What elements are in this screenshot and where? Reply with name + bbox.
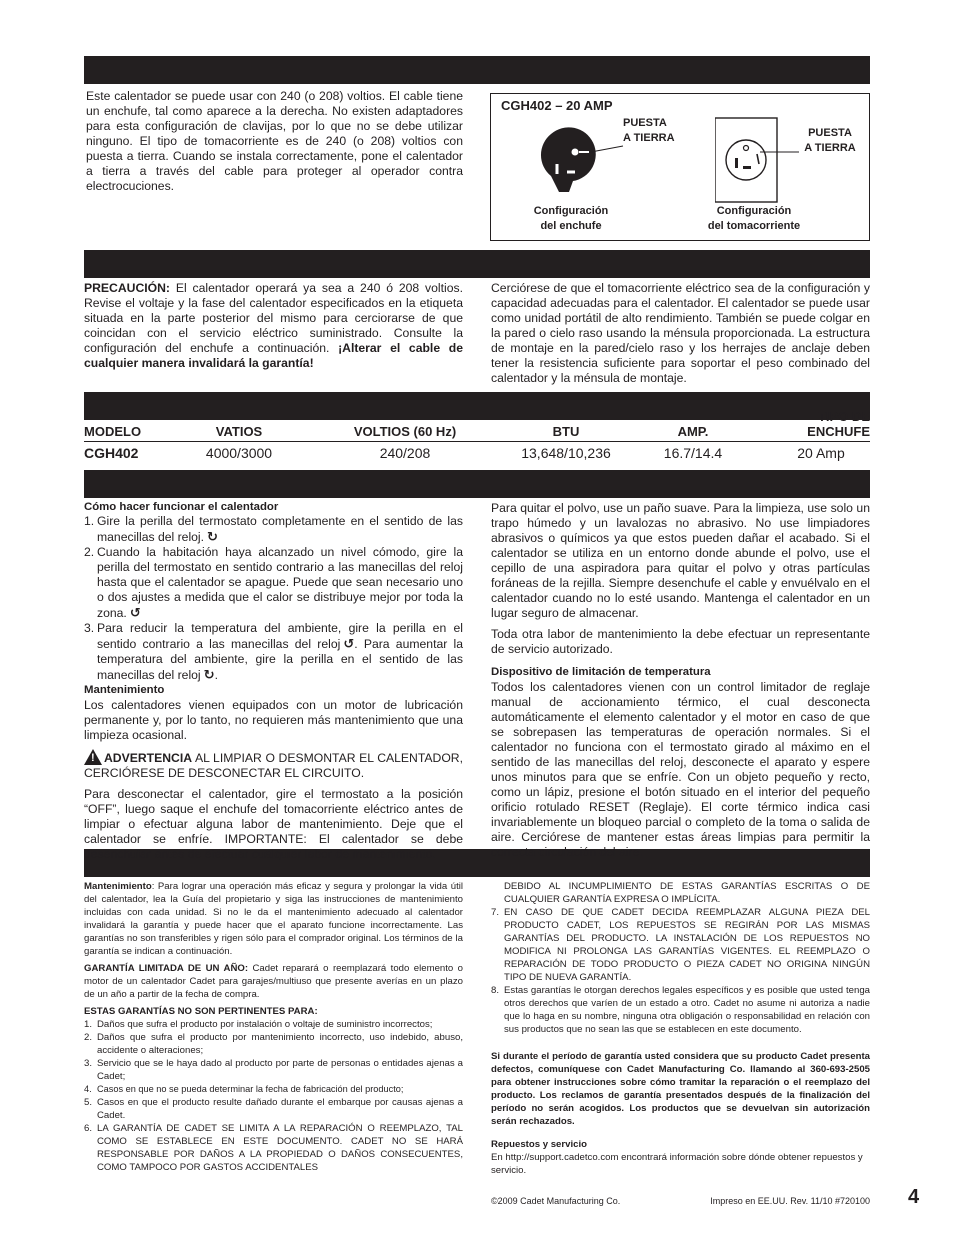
warning-text: AL LIMPIAR O DESMONTAR EL CALENTADOR, CERCIÓRESE DE DESCONECTAR EL CIRCUITO.	[84, 751, 463, 780]
spec-btu-value: 13,648/10,236	[521, 445, 611, 461]
figure-title: CGH402 – 20 AMP	[501, 98, 613, 113]
outlet-ground-line-2: A TIERRA	[804, 142, 856, 154]
spec-amp-value: 16.7/14.4	[663, 445, 723, 461]
maintenance-text: Los calentadores vienen equipados con un motor de lubricación permanente y, por lo tanto, no requieren más mantenimiento que una limpieza ocasional.	[84, 698, 463, 742]
spec-header-model: MODELO	[84, 424, 142, 439]
outlet-caption	[691, 204, 817, 234]
counterclockwise-arrow-icon: ↺	[343, 636, 355, 651]
counterclockwise-arrow-icon: ↺	[129, 605, 141, 620]
exclusion-item-5-text: Casos en que el producto resulte dañado durante el embarque por causas ajenas a Cadet.	[97, 1097, 463, 1121]
exclusions-list	[84, 1018, 463, 1174]
operation-step-1: 1. Gire la perilla del termostato completamente en el sentido de las manecillas del reloj. ↻	[84, 514, 463, 544]
exclusion-item: 1. Daños que sufra el producto por instalación o voltaje de suministro incorrectos;	[84, 1019, 433, 1030]
warning-paragraph	[84, 749, 463, 781]
precaution-body: El calentador operará ya sea a 240 ó 208 voltios. Revise el voltaje y la fase del calentador especificados en la etiqueta situada en la parte posterior del mismo para cerciorarse de que coincidan con el servicio eléctrico suministrado. Consulte la configuración del enchufe a continuación.	[84, 281, 463, 355]
page-number: 4	[908, 1186, 920, 1208]
operation-step-1-text: Gire la perilla del termostato completamente en el sentido de las manecillas del reloj.	[97, 514, 463, 544]
exclusions-heading: ESTAS GARANTÍAS NO SON PERTINENTES PARA:	[84, 1006, 318, 1017]
operation-steps	[84, 514, 463, 683]
maintenance-heading: Mantenimiento	[84, 684, 165, 696]
clockwise-arrow-icon: ↻	[203, 667, 215, 682]
exclusion-item-6-text: LA GARANTÍA DE CADET SE LIMITA A LA REPARACIÓN O REEMPLAZO, TAL COMO SE ESTABLECE EN ESTE DOCUMENTO. CADET NO SE HARÁ RESPONSABLE POR DAÑOS A LA PROPIEDAD O DAÑOS CONSECUENTES, COMO TAMPOCO POR GASTOS ACCIDENTALES	[97, 1123, 463, 1173]
printed-info: Impreso en EE.UU. Rev. 11/10 #720100	[710, 1196, 870, 1206]
section-band-operation	[84, 470, 870, 498]
plug-caption-line-2: del enchufe	[540, 220, 602, 232]
exclusion-item: 6. LA GARANTÍA DE CADET SE LIMITA A LA REPARACIÓN O REEMPLAZO, TAL COMO SE ESTABLECE EN ESTE DOCUMENTO. CADET NO SE HARÁ RESPONSABLE POR DAÑOS A LA PROPIEDAD O DAÑOS CONSECUENTES, COMO TAMPOCO POR GASTOS ACCIDENTALES	[84, 1123, 463, 1173]
precaution-label: PRECAUCIÓN:	[84, 281, 170, 295]
spec-header-amp: AMP.	[677, 424, 709, 439]
plug-caption-line-1: Configuración	[533, 205, 609, 217]
outlet-caption-line-1: Configuración	[716, 205, 792, 217]
exclusions-list-continued	[491, 880, 870, 1036]
exclusion-item	[491, 880, 870, 906]
warranty-left-column	[84, 880, 463, 1174]
limited-warranty-paragraph	[84, 962, 463, 1001]
spec-header-row	[84, 409, 870, 442]
spec-volts-value: 240/208	[379, 445, 431, 461]
operation-heading: Cómo hacer funcionar el calentador	[84, 501, 279, 513]
exclusion-item-6-continued-text: DEBIDO AL INCUMPLIMIENTO DE ESTAS GARANTÍAS ESCRITAS O DE CUALQUIER GARANTÍA EXPRESA O IMPLÍCITA.	[504, 881, 870, 905]
operation-right-column	[491, 501, 870, 866]
warning-triangle-icon	[84, 749, 102, 765]
precaution-warning: ¡Alterar el cable de cualquier manera invalidará la garantía!	[84, 341, 463, 370]
limited-warranty-text: Cadet reparará o reemplazará todo elemento o motor de un calentador Cadet para garajes/multiuso que presente averías en un plazo de un año a partir de la fecha de compra.	[84, 963, 463, 1000]
operation-step-3b-text: . Para aumentar la temperatura del ambiente, gire la perilla en el sentido de las manecillas del reloj	[97, 637, 464, 682]
exclusion-item-7-text: EN CASO DE QUE CADET DECIDA REEMPLAZAR ALGUNA PIEZA DEL PRODUCTO CADET, LOS REPUESTOS SE REGIRÁN POR LAS MISMAS GARANTÍAS DEL PRODUCTO. LA INSTALACIÓN DE LOS REPUESTOS NO MODIFICA NI PROLONGA LAS GARANTÍAS VIGENTES. EL REEMPLAZO O REPARACIÓN DE TODO PRODUCTO O PIEZA CADET NO ORIGINA NINGÚN TIPO DE NUEVA GARANTÍA.	[504, 907, 870, 983]
section-band-installation	[84, 250, 870, 278]
exclusion-item-3-text: Servicio que se le haya dado al producto por parte de personas o entidades ajenas a Cadet;	[97, 1058, 463, 1082]
copyright: ©2009 Cadet Manufacturing Co.	[491, 1196, 621, 1206]
spec-watts-value: 4000/3000	[205, 445, 273, 461]
exclusion-item-2-text: Daños que sufra el producto por mantenimiento incorrecto, uso indebido, abuso, accidente o alteraciones;	[97, 1032, 463, 1056]
operation-step-3: 3. Para reducir la temperatura del ambiente, gire la perilla en el sentido contrario a las manecillas del reloj ↺. Para aumentar la temperatura del ambiente, gire la perilla en el sentido de las manecillas del reloj ↻.	[84, 621, 464, 682]
warranty-maintenance-text: : Para lograr una operación más eficaz y segura y prolongar la vida útil del calentador, lea la Guía del propietario y siga las instrucciones de mantenimiento incluidas con cada unidad. Si no le da el mantenimiento adecuado al calentador invalidará la garantía y puede hacer que el aparato funcione incorrectamente. Las garantías no son transferibles y rigen sólo para el comprador original. Los términos de la garantía se indican a continuación.	[84, 881, 463, 957]
outlet-ground-line-1: PUESTA	[808, 127, 852, 139]
spec-header-volts: VOLTIOS (60 Hz)	[353, 424, 457, 439]
limited-warranty-label: GARANTÍA LIMITADA DE UN AÑO:	[84, 963, 249, 974]
section-band-plug	[84, 56, 870, 84]
outlet-ground-label	[795, 126, 865, 156]
operation-step-2-text: Cuando la habitación haya alcanzado un nivel cómodo, gire la perilla del termostato en sentido contrario a las manecillas del reloj hasta que el calentador se apague. Puede que sean necesario uno o dos ajustes a medida que el calor se distribuye mejor por toda la zona.	[97, 545, 463, 620]
operation-left-column	[84, 501, 463, 868]
exclusion-item: 3. Servicio que se le haya dado al producto por parte de personas o entidades ajenas a Cadet;	[84, 1058, 463, 1082]
spec-header-plug-type: TIPO DE ENCHUFE	[807, 409, 870, 439]
exclusion-item: 7. EN CASO DE QUE CADET DECIDA REEMPLAZAR ALGUNA PIEZA DEL PRODUCTO CADET, LOS REPUESTOS SE REGIRÁN POR LAS MISMAS GARANTÍAS DEL PRODUCTO. LA INSTALACIÓN DE LOS REPUESTOS NO MODIFICA NI PROLONGA LAS GARANTÍAS VIGENTES. EL REEMPLAZO O REPARACIÓN DE TODO PRODUCTO O PIEZA CADET NO ORIGINA NINGÚN TIPO DE NUEVA GARANTÍA.	[491, 907, 870, 983]
disconnect-text: Para desconectar el calentador, gire el termostato a la posición “OFF”, luego saque el enchufe del tomacorriente eléctrico antes de limpiar o efectuar alguna labor de mantenimiento. Deje que el calentador se enfríe. IMPORTANTE: El calentador se debe desenchufar antes de efectuar cualquier labor de mantenimiento.	[84, 787, 463, 861]
plug-description: Este calentador se puede usar con 240 (o 208) voltios. El cable tiene un enchufe, tal como aparece a la derecha. No existen adaptadores para esta configuración de clavijas, por lo que no se debe utilizar ninguno. El tipo de tomacorriente es de 240 (o 208) voltios con puesta a tierra. Cuando se instala correctamente, pone el calentador a tierra a través del cable para proteger al operador contra electrocuciones.	[86, 89, 463, 193]
exclusion-item: 4. Casos en que no se pueda determinar la fecha de fabricación del producto;	[84, 1084, 404, 1094]
warning-label: ADVERTENCIA	[104, 751, 193, 765]
warranty-maintenance-paragraph	[84, 880, 463, 958]
temperature-limit-heading: Dispositivo de limitación de temperatura	[491, 666, 711, 678]
plug-caption	[521, 204, 621, 234]
spec-data-row	[84, 442, 870, 464]
spec-plug-type-value: 20 Amp	[797, 445, 845, 461]
outlet-caption-line-2: del tomacorriente	[707, 220, 801, 232]
exclusion-item-1-text: Daños que sufra el producto por instalación o voltaje de suministro incorrectos;	[97, 1019, 433, 1030]
plug-ground-line-2: A TIERRA	[623, 132, 675, 144]
exclusion-item: 2. Daños que sufra el producto por mantenimiento incorrecto, uso indebido, abuso, accidente o alteraciones;	[84, 1032, 463, 1056]
spec-model-value: CGH402	[84, 445, 139, 461]
parts-heading: Repuestos y servicio	[491, 1139, 587, 1150]
warranty-contact-text: Si durante el período de garantía usted considera que su producto Cadet presenta defectos, comuníquese con Cadet Manufacturing Co. llamando al 360-693-2505 para obtener instrucciones sobre cómo tramitar la reparación o el reemplazo del producto. Los reclamos de garantía presentados después de la finalización del período no serán acogidos. Los productos que se devuelvan sin autorización serán rechazados.	[491, 1051, 870, 1127]
spec-header-watts: VATIOS	[215, 424, 263, 439]
spec-table	[84, 409, 870, 464]
precaution-text	[84, 281, 463, 371]
installation-text: Cerciórese de que el tomacorriente eléctrico sea de la configuración y capacidad adecuadas para el calentador. El calentador se puede usar como unidad portátil de alto rendimiento. También se puede colgar en la pared o cielo raso usando la ménsula proporcionada. La estructura de montaje en la pared/cielo raso y los herrajes de anclaje deben tener la resistencia suficiente para soportar el peso combinado del calentador y la ménsula de montaje.	[491, 281, 870, 385]
parts-text: En http://support.cadetco.com encontrará información sobre dónde obtener repuestos y servicio.	[491, 1152, 863, 1176]
temperature-limit-text: Todos los calentadores vienen con un control limitador de reglaje manual de accionamiento térmico, el cual desconecta automáticamente el elemento calentador y el motor en caso de que se sobrepasen las temperaturas de operación normales. Si el calentador no funciona con el termostato girado al máximo en el sentido de las manecillas del reloj, desconecte el aparato y espere unos minutos para que se enfríe. Con un objeto pequeño y recto, como un lápiz, presione el botón situado en el interior del pequeño orificio rotulado RESET (Reglaje). El corte térmico indica casi invariablemente un bloqueo parcial o completo de la toma o salida de aire. Cerciórese de mantener estas áreas limpias para permitir la correcta circulación del aire.	[491, 680, 870, 859]
exclusion-item: 8. Estas garantías le otorgan derechos legales específicos y es posible que usted tenga otros derechos que varíen de un estado a otro. Cadet no asume ni autoriza a nadie que lo haga en su nombre, ninguna otra obligación o responsabilidad en relación con sus productos que no sean las que se establecen en este documento.	[491, 985, 870, 1035]
plug-ground-line-1: PUESTA	[623, 117, 667, 129]
operation-step-3a-text: Para reducir la temperatura del ambiente, gire la perilla en el sentido contrario a las manecillas del reloj	[97, 621, 463, 651]
dusting-text: Para quitar el polvo, use un paño suave. Para la limpieza, use solo un trapo húmedo y un lavalozas no abrasivo. No use limpiadores abrasivos o químicos ya que estos pueden dañar el acabado. Si el calentador se utiliza en un entorno donde abunde el polvo, use el cepillo de una aspiradora para quitar el polvo y otras partículas foráneas de la rejilla. Siempre desenchufe el cable y envuélvalo en el calentador cuando no lo esté usando. Mantenga el calentador en un lugar seguro de almacenar.	[491, 501, 870, 620]
clockwise-arrow-icon: ↻	[207, 529, 218, 544]
spec-header-btu: BTU	[552, 424, 580, 439]
operation-step-2: 2. Cuando la habitación haya alcanzado un nivel cómodo, gire la perilla del termostato en sentido contrario a las manecillas del reloj hasta que el calentador se apague. Puede que sean necesario uno o dos ajustes a medida que el calor se distribuye mejor por toda la zona. ↺	[84, 545, 463, 620]
warranty-maintenance-label: Mantenimiento	[84, 881, 152, 892]
exclusion-item: 5. Casos en que el producto resulte dañado durante el embarque por causas ajenas a Cadet.	[84, 1097, 463, 1121]
exclusion-item-8-text: Estas garantías le otorgan derechos legales específicos y es posible que usted tenga otros derechos que varíen de un estado a otro. Cadet no asume ni autoriza a nadie que lo haga en su nombre, ninguna otra obligación o responsabilidad en relación con sus productos que no sean las que se establecen en este documento.	[504, 985, 870, 1035]
plug-ground-label	[623, 116, 675, 146]
warranty-right-column	[491, 880, 870, 1183]
plug-figure	[490, 93, 870, 241]
other-maintenance-text: Toda otra labor de mantenimiento la debe efectuar un representante de servicio autorizado.	[491, 627, 870, 656]
exclusion-item-4-text: Casos en que no se pueda determinar la fecha de fabricación del producto;	[97, 1084, 404, 1094]
